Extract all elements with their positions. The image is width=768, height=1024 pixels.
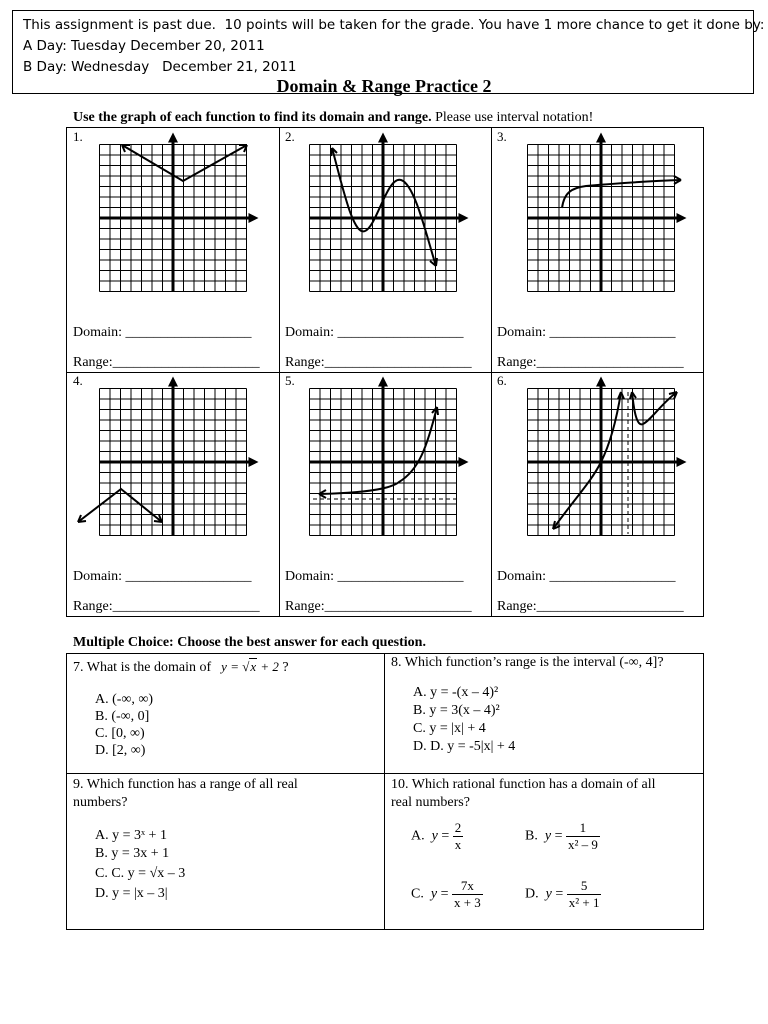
q9-stem-1: 9. Which function has a range of all real: [73, 777, 298, 792]
range-blank[interactable]: Range:_____________________: [285, 599, 472, 614]
notice-line-3: B Day: Wednesday December 21, 2011: [23, 59, 297, 75]
q7-option-c[interactable]: C. [0, ∞): [95, 726, 145, 741]
graph-number: 4.: [73, 373, 83, 388]
q8-option-b[interactable]: B. y = 3(x – 4)²: [413, 703, 500, 718]
graph-cell-3: [491, 128, 703, 372]
graph-number: 3.: [497, 129, 507, 144]
graph-number: 2.: [285, 129, 295, 144]
range-blank[interactable]: Range:_____________________: [73, 355, 260, 370]
q8-option-d[interactable]: D. D. y = -5|x| + 4: [413, 739, 516, 754]
q8-option-a[interactable]: A. y = -(x – 4)²: [413, 685, 499, 700]
domain-blank[interactable]: Domain: __________________: [73, 325, 252, 340]
graph-number: 5.: [285, 373, 295, 388]
graph-cell-2: [279, 128, 491, 372]
domain-blank[interactable]: Domain: __________________: [285, 325, 464, 340]
q7-stem: 7. What is the domain of: [73, 660, 212, 675]
graph-cell-1: [67, 128, 279, 372]
multiple-choice-heading: Multiple Choice: Choose the best answer for each question.: [73, 635, 426, 650]
notice-line-1: This assignment is past due. 10 points will be taken for the grade. You have 1 more chance to get it done by:: [23, 17, 765, 33]
graph-2: [279, 128, 491, 328]
instructions: [73, 110, 593, 126]
graphs-table: [66, 127, 704, 617]
instructions-plain: Please use interval notation!: [435, 110, 594, 125]
q7-option-a[interactable]: A. (-∞, ∞): [95, 692, 154, 707]
domain-blank[interactable]: Domain: __________________: [285, 569, 464, 584]
range-blank[interactable]: Range:_____________________: [497, 599, 684, 614]
question-9: [73, 776, 378, 901]
q9-option-a[interactable]: A. y = 3ˣ + 1: [95, 828, 167, 843]
q9-option-b[interactable]: B. y = 3x + 1: [95, 846, 170, 861]
page-title: Domain & Range Practice 2: [276, 76, 492, 96]
graph-number: 6.: [497, 373, 507, 388]
graph-5: [279, 372, 491, 572]
question-7: 7. What is the domain of y = √x + 2 ? A. (-∞, ∞) B. (-∞, 0] C. [0, ∞) D. [2, ∞): [73, 659, 289, 758]
q9-stem-2: numbers?: [73, 795, 128, 810]
instructions-bold: Use the graph of each function to find its domain and range.: [73, 110, 432, 125]
graph-4: [67, 372, 279, 572]
graph-1: [67, 128, 279, 328]
q10-stem-2: real numbers?: [391, 795, 470, 810]
q10-option-d[interactable]: D. y = $\frac{5}{\text{x² + 1}}$: [525, 878, 600, 910]
q9-option-c[interactable]: C. C. y = √x – 3: [95, 866, 186, 881]
q8-stem: 8. Which function’s range is the interval (-∞, 4]?: [391, 655, 664, 670]
range-blank[interactable]: Range:_____________________: [285, 355, 472, 370]
graph-cell-6: [491, 372, 703, 616]
graph-number: 1.: [73, 129, 83, 144]
range-blank[interactable]: Range:_____________________: [497, 355, 684, 370]
q7-option-b[interactable]: B. (-∞, 0]: [95, 709, 150, 724]
q9-option-d[interactable]: D. y = |x – 3|: [95, 886, 168, 901]
graph-6: [491, 372, 703, 572]
multiple-choice-table: [66, 653, 704, 930]
domain-blank[interactable]: Domain: __________________: [497, 325, 676, 340]
domain-blank[interactable]: Domain: __________________: [73, 569, 252, 584]
graph-cell-4: [67, 372, 279, 616]
graph-cell-5: [279, 372, 491, 616]
question-10: [391, 776, 701, 910]
notice-line-2: A Day: Tuesday December 20, 2011: [23, 38, 265, 54]
graph-3: [491, 128, 703, 328]
q10-option-a[interactable]: A. y = $\frac{2}{x}$: [411, 820, 462, 852]
q8-option-c[interactable]: C. y = |x| + 4: [413, 721, 486, 736]
q10-stem-1: 10. Which rational function has a domain of all: [391, 777, 656, 792]
q7-option-d[interactable]: D. [2, ∞): [95, 743, 146, 758]
q10-option-c[interactable]: C. y = $\frac{7x}{x + 3}$: [411, 878, 481, 910]
question-8: [391, 654, 701, 754]
q10-option-b[interactable]: B. y = $\frac{1}{\text{x² – 9}}$: [525, 820, 598, 852]
range-blank[interactable]: Range:_____________________: [73, 599, 260, 614]
domain-blank[interactable]: Domain: __________________: [497, 569, 676, 584]
